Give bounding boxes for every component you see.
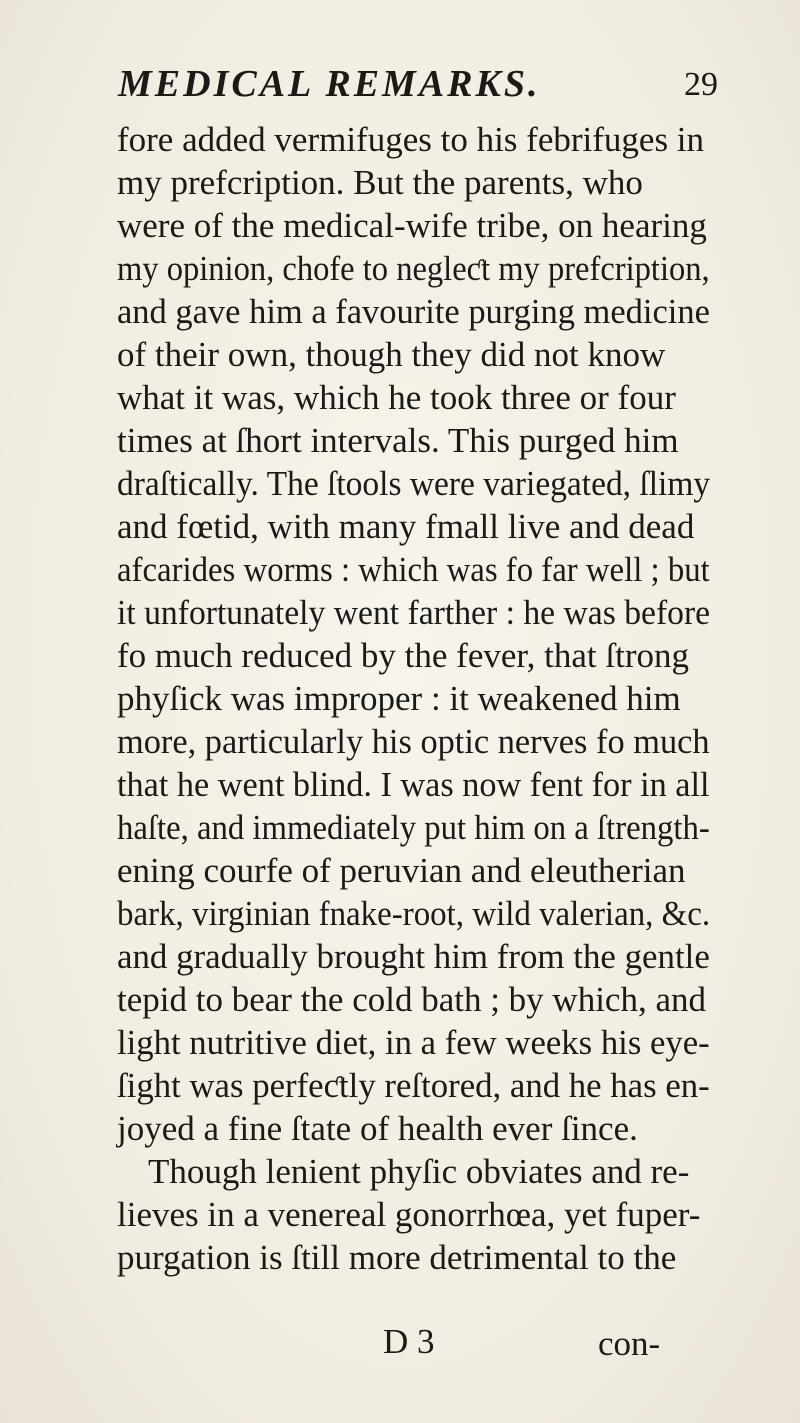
text-line: it unfortunately went farther : he was before bbox=[117, 593, 711, 632]
text-line: what it was, which he took three or four bbox=[117, 378, 676, 417]
text-line: and fœtid, with many fmall live and dead bbox=[117, 507, 695, 546]
text-line: ſight was perfeƈtly reſtored, and he has en- bbox=[117, 1066, 710, 1105]
text-line: fore added vermifuges to his febrifuges in bbox=[117, 120, 705, 159]
text-line: phyſick was improper : it weakened him bbox=[117, 679, 681, 718]
text-line: my opinion, chofe to negleƈt my prefcription, bbox=[117, 249, 710, 288]
text-line: were of the medical-wife tribe, on hearing bbox=[117, 206, 707, 245]
signature-mark: D 3 bbox=[383, 1322, 435, 1361]
text-line: haſte, and immediately put him on a ſtrength- bbox=[117, 808, 710, 847]
text-line: of their own, though they did not know bbox=[117, 335, 666, 374]
text-line: draſtically. The ſtools were variegated, ſlimy bbox=[117, 464, 711, 503]
text-line: and gave him a favourite purging medicine bbox=[117, 292, 710, 331]
page-footer bbox=[0, 1322, 800, 1366]
text-line: that he went blind. I was now fent for in all bbox=[117, 765, 710, 804]
paragraph-start-line: Though lenient phyſic obviates and re- bbox=[148, 1152, 690, 1191]
text-line: afcarides worms : which was fo far well ; but bbox=[117, 550, 710, 589]
text-line: and gradually brought him from the gentle bbox=[117, 937, 710, 976]
text-line: bark, virginian fnake-root, wild valerian, &c. bbox=[117, 894, 711, 933]
text-line: purgation is ſtill more detrimental to the bbox=[117, 1238, 677, 1277]
text-line: tepid to bear the cold bath ; by which, and bbox=[117, 980, 707, 1019]
text-line: my prefcription. But the parents, who bbox=[117, 163, 643, 202]
text-line: times at ſhort intervals. This purged him bbox=[117, 421, 679, 460]
text-line: fo much reduced by the fever, that ſtrong bbox=[117, 636, 689, 675]
page-number: 29 bbox=[684, 66, 718, 103]
text-line: light nutritive diet, in a few weeks his eye- bbox=[117, 1023, 710, 1062]
text-line: ening courfe of peruvian and eleutherian bbox=[117, 851, 686, 890]
text-line: more, particularly his optic nerves fo much bbox=[117, 722, 710, 761]
text-line: joyed a fine ſtate of health ever ſince. bbox=[117, 1109, 638, 1148]
running-title: MEDICAL REMARKS. bbox=[118, 63, 541, 105]
text-line: lieves in a venereal gonorrhœa, yet fuper- bbox=[117, 1195, 701, 1234]
catchword: con- bbox=[598, 1324, 661, 1363]
